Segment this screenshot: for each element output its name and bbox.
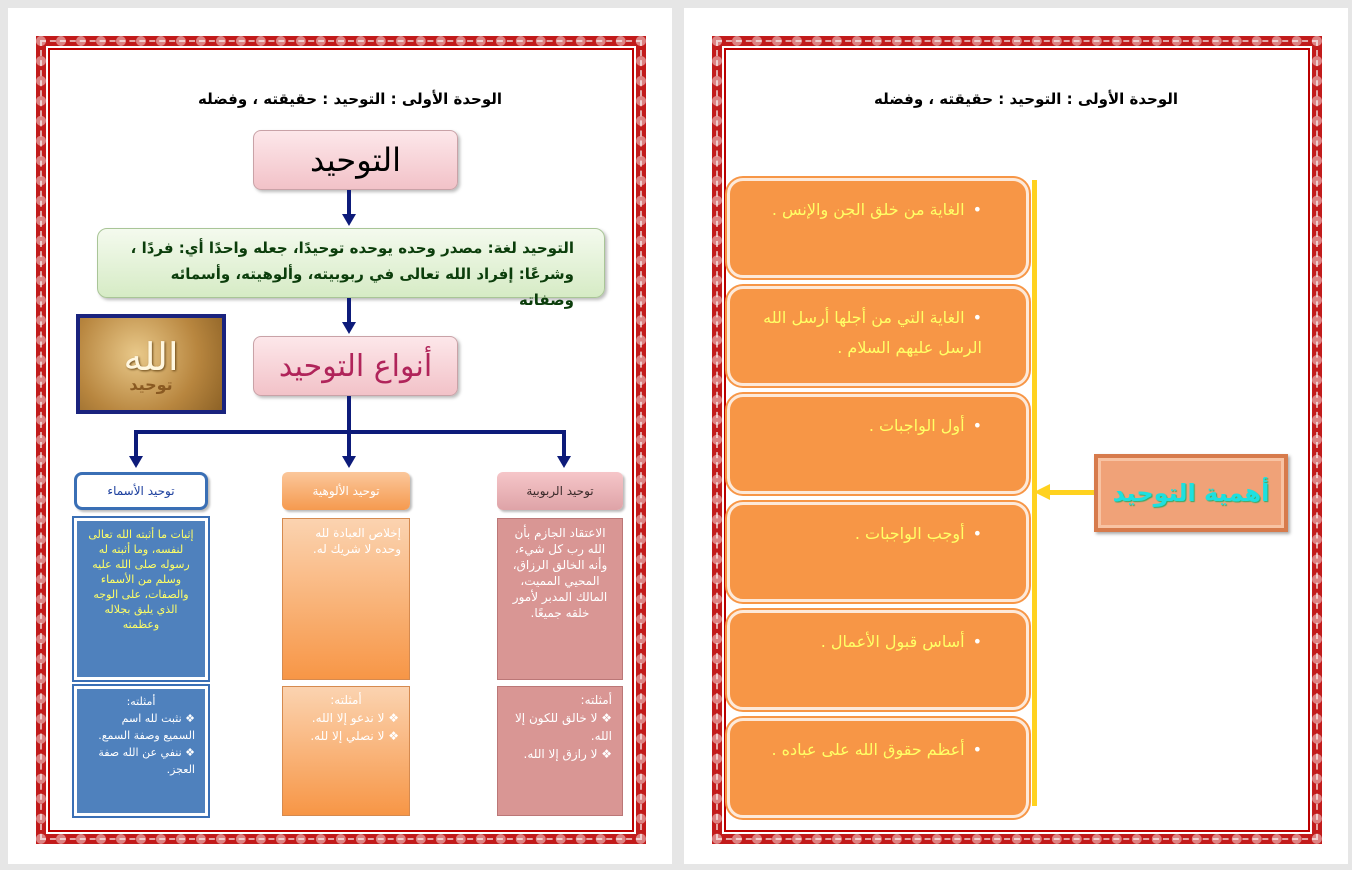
- example-item: ❖ لا نصلي إلا لله.: [310, 729, 399, 743]
- type-rububiyyah-examples: [497, 686, 623, 816]
- examples-title: أمثلته:: [126, 695, 156, 708]
- bullet-icon: •: [972, 740, 982, 759]
- type-uluhiyyah-body: إخلاص العبادة لله وحده لا شريك له.: [282, 518, 410, 680]
- importance-item-text: الغاية من خلق الجن والإنس .: [771, 200, 965, 219]
- bullet-icon: •: [972, 632, 982, 651]
- image-caption: توحيد: [129, 374, 173, 394]
- arrow-line: [347, 298, 351, 324]
- type-rububiyyah-title: توحيد الربوبية: [497, 472, 623, 510]
- type-asma-title: توحيد الأسماء: [74, 472, 208, 510]
- examples-title: أمثلته:: [330, 693, 362, 707]
- importance-item: [727, 178, 1029, 278]
- right-page: [684, 8, 1348, 864]
- example-item: ❖ لا ندعو إلا الله.: [311, 711, 399, 725]
- arrow-line: [134, 430, 138, 456]
- arrow-line: [562, 430, 566, 456]
- importance-item: [727, 394, 1029, 494]
- importance-of-tawheed-box: أهمية التوحيد: [1094, 454, 1288, 532]
- arrow-down-icon: [557, 456, 571, 468]
- type-uluhiyyah-examples: [282, 686, 410, 816]
- bullet-icon: •: [972, 200, 982, 219]
- allah-calligraphy-image: [76, 314, 226, 414]
- bullet-icon: •: [972, 308, 982, 327]
- arrow-line: [347, 396, 351, 432]
- importance-item: [727, 502, 1029, 602]
- definition-box: [97, 228, 605, 309]
- importance-item: [727, 610, 1029, 710]
- type-rububiyyah-body: الاعتقاد الجازم بأن الله رب كل شيء، وأنه الخالق الرزاق، المحيي المميت، المالك المدبر لأمور خلقه جميعًا.: [497, 518, 623, 680]
- tawheed-title-box: التوحيد: [253, 130, 458, 190]
- types-title-box: أنواع التوحيد: [253, 336, 458, 396]
- importance-item: [727, 286, 1029, 386]
- importance-item: [727, 718, 1029, 818]
- arrow-line: [347, 190, 351, 216]
- unit-title: الوحدة الأولى : التوحيد : حقيقته ، وفضله: [198, 90, 502, 108]
- arrow-down-icon: [342, 456, 356, 468]
- arrow-left-icon: [1034, 484, 1050, 500]
- type-asma-examples: [74, 686, 208, 816]
- arrow-line: [1048, 490, 1094, 495]
- arrow-down-icon: [129, 456, 143, 468]
- unit-title: الوحدة الأولى : التوحيد : حقيقته ، وفضله: [874, 90, 1178, 108]
- importance-item-text: أساس قبول الأعمال .: [820, 632, 965, 651]
- definition-line: وشرعًا: إفراد الله تعالى في ربوبيته، وألوهيته، وأسمائه وصفاته: [170, 265, 574, 309]
- type-asma-body: إثبات ما أثبته الله تعالى لنفسه، وما أثبته له رسوله صلى الله عليه وسلم من الأسماء والصفات، على الوجه الذي يليق بجلاله وعظمته: [74, 518, 208, 680]
- definition-line: التوحيد لغة: مصدر وحده يوحده توحيدًا، جعله واحدًا أي: فردًا ،: [130, 239, 574, 257]
- arrow-line: [347, 430, 351, 456]
- bullet-icon: •: [972, 524, 982, 543]
- arrow-down-icon: [342, 322, 356, 334]
- example-item: ❖ لا رازق إلا الله.: [523, 747, 612, 761]
- allah-glyph: الله: [123, 334, 179, 379]
- importance-item-text: الغاية التي من أجلها أرسل الله الرسل عليهم السلام .: [763, 308, 982, 357]
- arrow-down-icon: [342, 214, 356, 226]
- left-page: [8, 8, 672, 864]
- example-item: ❖ لا خالق للكون إلا الله.: [514, 711, 612, 743]
- example-item: ❖ نثبت لله اسم السميع وصفة السمع.: [98, 712, 195, 742]
- importance-item-text: أعظم حقوق الله على عباده .: [771, 740, 965, 759]
- bullet-icon: •: [972, 416, 982, 435]
- type-uluhiyyah-title: توحيد الألوهية: [282, 472, 410, 510]
- importance-item-text: أوجب الواجبات .: [854, 524, 965, 543]
- examples-title: أمثلته:: [580, 693, 612, 707]
- importance-item-text: أول الواجبات .: [868, 416, 965, 435]
- example-item: ❖ ننفي عن الله صفة العجز.: [98, 746, 195, 776]
